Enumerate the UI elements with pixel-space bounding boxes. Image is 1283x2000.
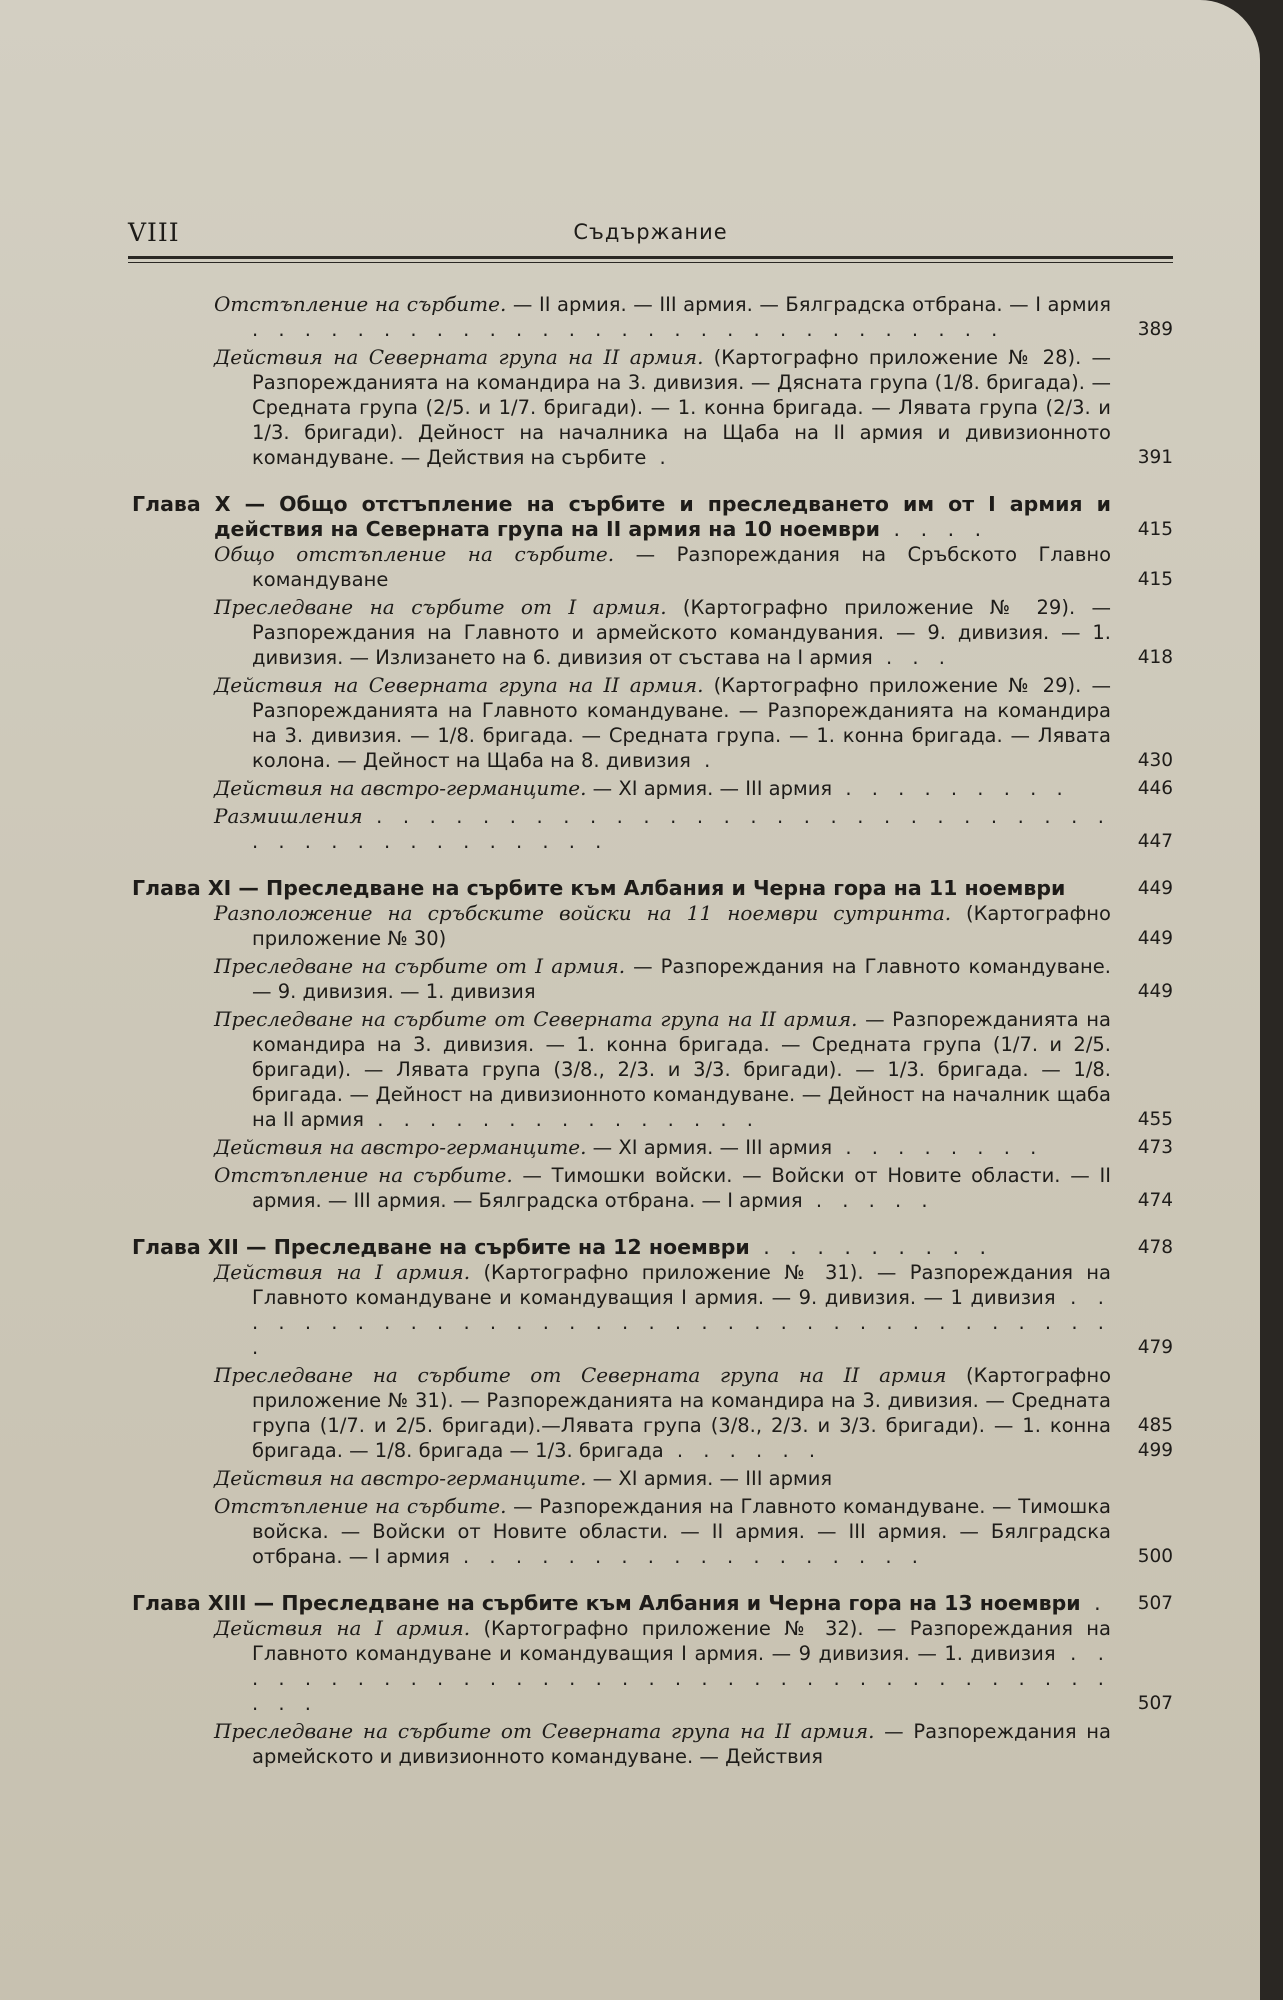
toc-chapter <box>128 1235 1173 1260</box>
dot-leader: . . . . <box>880 517 989 541</box>
entry-title: Преследване на сърбите от Северната група на II армия <box>214 1363 947 1387</box>
toc-entry <box>128 595 1173 670</box>
entry-text <box>214 1363 1111 1463</box>
dot-leader: . <box>646 446 673 469</box>
entry-title: Преследване на сърбите от Северната група на II армия. <box>214 1007 858 1031</box>
entry-description: — XI армия. — III армия <box>586 1467 833 1490</box>
entry-text <box>214 1135 1111 1160</box>
toc-entry <box>128 804 1173 854</box>
dot-leader: . . . . . . <box>663 1439 823 1462</box>
page-ref: 455 <box>1137 1109 1173 1130</box>
dot-leader: . <box>1080 1591 1108 1615</box>
entry-description: — XI армия. — III армия <box>586 1136 833 1159</box>
entry-description: — Разпореждания на Главното командуване. — Тимошка войска. — Войски от Новите области. — II армия. — III армия. — Бялградска отбрана. — I армия <box>252 1495 1111 1568</box>
page-ref: 430 <box>1137 750 1173 771</box>
entry-title: Действия на I армия. <box>214 1260 471 1284</box>
toc-entry <box>128 542 1173 592</box>
entry-title: Размишления <box>214 804 363 828</box>
entry-title: Преследване на сърбите от Северната група на II армия. <box>214 1719 875 1743</box>
toc-entry <box>128 1494 1173 1569</box>
entry-description: — Разпореждания на армейското и дивизионното командуване. — Действия <box>252 1720 1112 1768</box>
entry-text <box>214 595 1111 670</box>
entry-description: (Картографно приложение № 32). — Разпореждания на Главното командуване и командуващия I армия. — 9 дивизия. — 1. дивизия <box>252 1617 1111 1665</box>
entry-title: Действия на Северната група на II армия. <box>214 345 704 369</box>
entry-title: Разположение на сръбските войски на 11 ноември сутринта. <box>214 901 952 925</box>
entry-text <box>132 876 1111 901</box>
page-ref: 418 <box>1137 647 1173 668</box>
entry-title: Действия на австро-германците. <box>214 1466 587 1490</box>
entry-title: Действия на австро-германците. <box>214 1135 587 1159</box>
toc-entry <box>128 292 1173 342</box>
page-ref: 447 <box>1137 831 1173 852</box>
dot-leader: . . . . . . . . . <box>749 1235 994 1259</box>
entry-text <box>214 901 1111 951</box>
entry-title: Действия на австро-германците. <box>214 776 587 800</box>
page-number: VIII <box>128 218 180 247</box>
toc-entry <box>128 1163 1173 1213</box>
toc-entry <box>128 1260 1173 1360</box>
entry-description: — II армия. — III армия. — Бялградска отбрана. — I армия <box>506 293 1112 316</box>
entry-text <box>132 1235 1111 1260</box>
toc-chapter <box>128 492 1173 542</box>
chapter-title: Глава X — Общо отстъпление на сърбите и преследването им от I армия и действия на Северната група на II армия на 10 ноември <box>132 492 1111 541</box>
entry-description: — XI армия. — III армия <box>586 777 833 800</box>
page-ref: 415 <box>1137 569 1173 590</box>
entry-description: (Картографно приложение № 28). — Разпорежданията на командира на 3. дивизия. — Дясната група (1/8. бригада). — Средната група (2/5. и 1/7. бригади). — 1. конна бригада. — Лявата група (2/3. и 1/3. бригади). Дейност на началника на Щаба на II армия и дивизионното командуване. — Действия на сърбите <box>252 346 1111 469</box>
dot-leader: . <box>690 749 718 772</box>
toc-entry <box>128 345 1173 470</box>
toc-entry <box>128 673 1173 773</box>
table-of-contents <box>128 292 1173 1769</box>
toc-entry <box>128 1616 1173 1716</box>
running-title: Съдържание <box>573 220 728 244</box>
entry-text <box>214 292 1111 342</box>
toc-entry <box>128 1135 1173 1160</box>
dot-leader: . . . . . . . . . . . . . . . . . . . . . . . . . . . . . . . . . . . . . . <box>252 1642 1112 1715</box>
header-rule <box>128 256 1173 263</box>
entry-text <box>214 1163 1111 1213</box>
dot-leader: . . . . . . . . . . . . . . . . . . . . . . . . . . . . . . . . . . . . . . . . . . <box>252 805 1111 853</box>
entry-title: Действия на I армия. <box>214 1616 471 1640</box>
entry-description: — Разпореждания на Сръбското Главно командуване <box>252 543 1111 591</box>
page-ref-secondary: 499 <box>1137 1440 1173 1461</box>
entry-description: (Картографно приложение № 31). — Разпореждания на Главното командуване и командуващия I армия. — 9. дивизия. — 1 дивизия <box>252 1261 1111 1309</box>
page-ref: 500 <box>1137 1546 1173 1567</box>
page-ref: 415 <box>1137 519 1173 540</box>
entry-description: — Разпорежданията на командира на 3. дивизия. — 1. конна бригада. — Средната група (1/7. и 2/5. бригади). — Лявата група (3/8., 2/3. и 3/3. бригади). — 1/3. бригада. — 1/8. бригада. — Дейност на дивизионното командуване. — Дейност на началник щаба на II армия <box>252 1008 1111 1131</box>
entry-text <box>214 673 1111 773</box>
page-ref: 446 <box>1137 778 1173 799</box>
entry-text <box>132 1591 1111 1616</box>
toc-entry <box>128 1007 1173 1132</box>
page-ref: 449 <box>1137 878 1173 899</box>
chapter-title: Глава XI — Преследване на сърбите към Албания и Черна гора на 11 ноември <box>132 876 1066 900</box>
entry-text <box>214 804 1111 854</box>
dot-leader: . . . . . . . . <box>832 1136 1044 1159</box>
entry-description: — Разпореждания на Главното командуване. — 9. дивизия. — 1. дивизия <box>252 955 1111 1003</box>
page-ref: 473 <box>1137 1137 1173 1158</box>
page-ref: 474 <box>1137 1190 1173 1211</box>
dot-leader: . . . . . . . . . . . . . . . . . . . . . . . . . . . . . <box>252 318 1005 341</box>
page-ref: 389 <box>1137 319 1173 340</box>
dot-leader: . . . . . . . . . . . . . . . . . . . . . . . . . . . . . . . . . . . . <box>252 1286 1112 1359</box>
page-ref: 479 <box>1137 1337 1173 1358</box>
entry-description: (Картографно приложение № 31). — Разпорежданията на командира на 3. дивизия. — Средната група (1/7. и 2/5. бригади).—Лявата група (3/8., 2/3. и 3/3. бригади). — 1. конна бригада. — 1/8. бригада — 1/3. бригада <box>252 1364 1111 1462</box>
page-header <box>128 218 1173 264</box>
dot-leader: . . . . . . . . . <box>832 777 1070 800</box>
toc-chapter <box>128 876 1173 901</box>
entry-text <box>214 1494 1111 1569</box>
entry-text <box>214 1719 1111 1769</box>
entry-text <box>214 1466 1111 1491</box>
entry-text <box>214 954 1111 1004</box>
page-ref: 449 <box>1137 981 1173 1002</box>
entry-title: Отстъпление на сърбите. <box>214 1494 507 1518</box>
page-ref: 507 <box>1137 1593 1173 1614</box>
entry-text <box>214 1007 1111 1132</box>
dot-leader: . . . <box>872 646 952 669</box>
toc-entry <box>128 776 1173 801</box>
toc-entry <box>128 1719 1173 1769</box>
page-ref: 507 <box>1137 1693 1173 1714</box>
chapter-title: Глава XII — Преследване на сърбите на 12 ноември <box>132 1235 750 1259</box>
toc-entry <box>128 1363 1173 1463</box>
entry-description: (Картографно приложение № 30) <box>252 902 1111 950</box>
entry-text <box>214 1616 1111 1716</box>
entry-title: Действия на Северната група на II армия. <box>214 673 704 697</box>
entry-title: Общо отстъпление на сърбите. <box>214 542 615 566</box>
entry-text <box>214 776 1111 801</box>
entry-description: — Тимошки войски. — Войски от Новите области. — II армия. — III армия. — Бялградска отбрана. — I армия <box>252 1164 1111 1212</box>
entry-description: (Картографно приложение № 29). — Разпореждания на Главното и армейското командувания. — 9. дивизия. — 1. дивизия. — Излизането на 6. дивизия от състава на I армия <box>252 596 1111 669</box>
entry-text <box>214 542 1111 592</box>
entry-title: Преследване на сърбите от I армия. <box>214 595 667 619</box>
entry-title: Отстъпление на сърбите. <box>214 1163 513 1187</box>
page-ref: 449 <box>1137 928 1173 949</box>
entry-text <box>214 345 1111 470</box>
entry-text <box>132 492 1111 542</box>
page-ref: 485 <box>1137 1415 1173 1436</box>
page-ref: 478 <box>1137 1237 1173 1258</box>
dot-leader: . . . . . . . . . . . . . . . . . . <box>449 1545 925 1568</box>
chapter-title: Глава XIII — Преследване на сърбите към Албания и Черна гора на 13 ноември <box>132 1591 1081 1615</box>
toc-entry <box>128 954 1173 1004</box>
entry-text <box>214 1260 1111 1360</box>
dot-leader: . . . . . <box>802 1189 935 1212</box>
toc-entry <box>128 901 1173 951</box>
entry-title: Отстъпление на сърбите. <box>214 292 507 316</box>
entry-description: (Картографно приложение № 29). — Разпорежданията на Главното командуване. — Разпорежданията на командира на 3. дивизия. — 1/8. бригада. — Средната група. — 1. конна бригада. — Лявата колона. — Дейност на Щаба на 8. дивизия <box>252 674 1111 772</box>
page-ref: 391 <box>1137 447 1173 468</box>
entry-title: Преследване на сърбите от I армия. <box>214 954 626 978</box>
toc-chapter <box>128 1591 1173 1616</box>
dot-leader: . . . . . . . . . . . . . . . <box>364 1108 761 1131</box>
toc-entry <box>128 1466 1173 1491</box>
